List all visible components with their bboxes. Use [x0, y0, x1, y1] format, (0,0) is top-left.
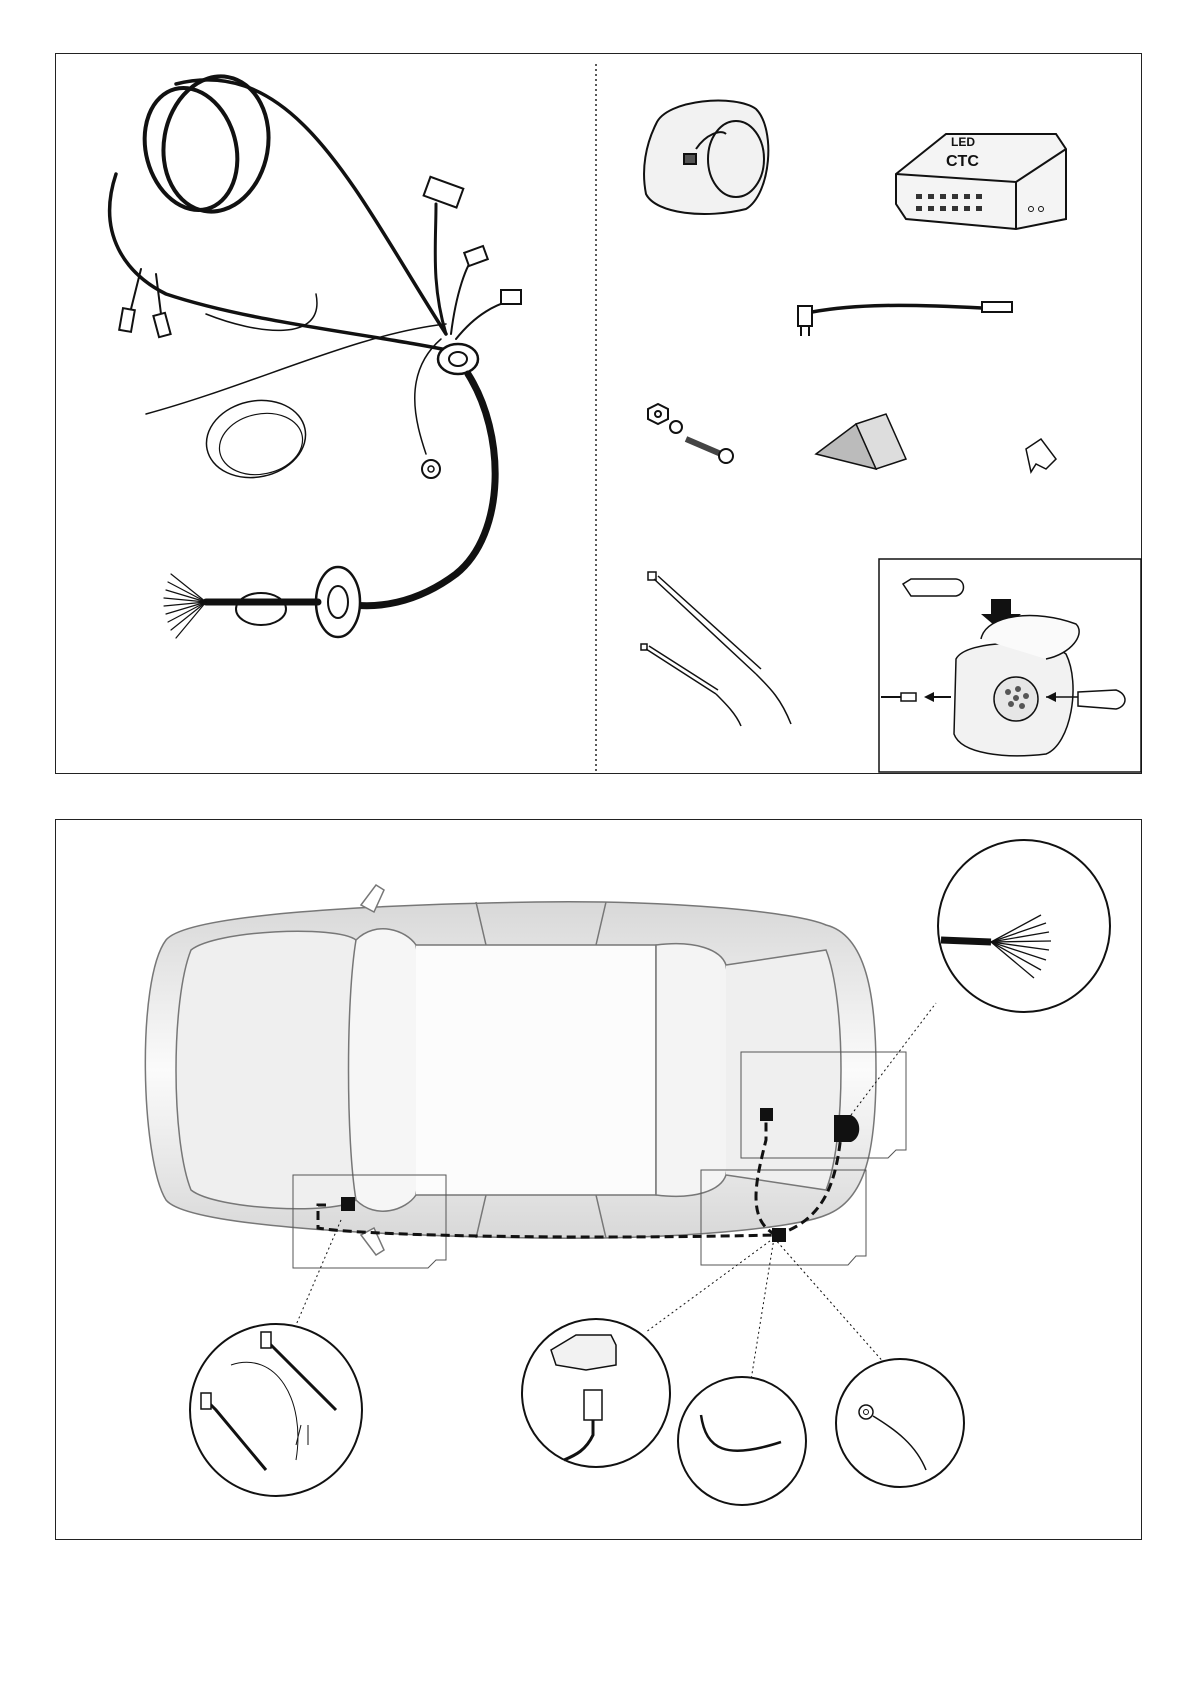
car-top-view	[145, 885, 876, 1255]
rear-connector-marker	[760, 1108, 773, 1121]
fuse-cable	[798, 302, 1012, 336]
detail-circle-ground	[836, 1359, 964, 1487]
cable-ties	[641, 572, 791, 726]
installation-drawing	[56, 820, 1143, 1541]
pin-removal-inset	[879, 559, 1141, 772]
led-module	[896, 134, 1066, 229]
led-label: LED	[951, 135, 975, 149]
trailer-socket	[644, 101, 768, 214]
kit-contents-panel	[55, 53, 1142, 774]
kit-contents-drawing	[56, 54, 1143, 775]
detail-circle-front-lights	[190, 1324, 362, 1496]
splice-connector	[1026, 439, 1056, 472]
ctc-logo: CTC	[946, 153, 979, 170]
front-connector-marker	[341, 1197, 355, 1211]
installation-panel	[55, 819, 1142, 1540]
detail-circle-socket-wires	[938, 840, 1110, 1012]
adhesive-strip	[816, 414, 906, 469]
screw-set	[648, 404, 733, 463]
socket-marker	[834, 1115, 859, 1142]
wiring-harness	[110, 68, 521, 638]
detail-circle-module-connector	[522, 1319, 670, 1467]
detail-circle-cable	[678, 1377, 806, 1505]
